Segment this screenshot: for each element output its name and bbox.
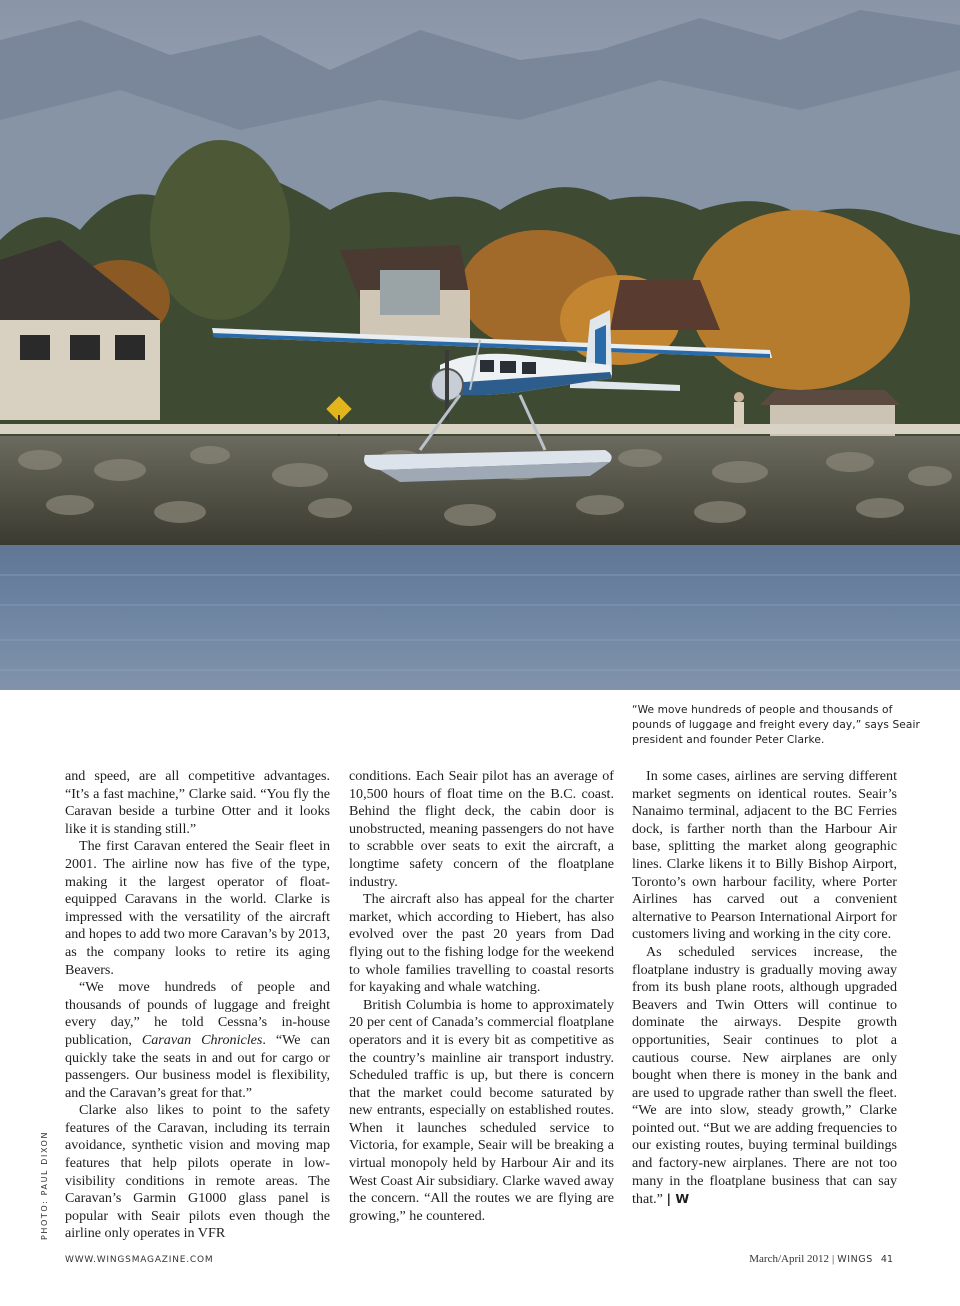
article-column-1 xyxy=(65,768,330,1243)
paragraph: In some cases, airlines are serving different market segments on identical routes. Seair’s Nanaimo terminal, adjacent to the BC Ferries dock, is farther north than the Harbour Air base, splitting the market along geographic lines. Clarke likens it to Billy Bishop Airport, Toronto’s own harbour facility, where Porter Airlines has carved out a convenient alternative to Pearson International Airport for customers living and working in the city core. xyxy=(632,768,897,943)
magazine-name: WINGS xyxy=(837,1254,873,1265)
footer-website: WWW.WINGSMAGAZINE.COM xyxy=(65,1255,214,1265)
end-mark: | W xyxy=(666,1191,690,1207)
paragraph: The aircraft also has appeal for the charter market, which according to Hiebert, has also evolved over the past 20 years from Dad flying out to the fishing lodge for the weekend to whole families travelling to coastal resorts for kayaking and whale watching. xyxy=(349,891,614,996)
page-number: 41 xyxy=(880,1254,893,1265)
issue-date: March/April 2012 xyxy=(749,1253,829,1265)
paragraph: British Columbia is home to approximately 20 per cent of Canada’s commercial floatplane operators and it is every bit as competitive as the country’s mainline air transport industry. Scheduled traffic is up, but there is concern that the market could become saturated by new entrants, especially on established routes. When it launches scheduled service to Victoria, for example, Seair will be breaking a virtual monopoly held by Harbour Air and its West Coast Air subsidiary. Clarke waved away the concern. “All the routes we are flying are growing,” he countered. xyxy=(349,996,614,1224)
publication-title: Caravan Chronicles xyxy=(141,1031,263,1048)
photo-caption: “We move hundreds of people and thousands of pounds of luggage and freight every day,” says Seair president and founder Peter Clarke. xyxy=(632,704,921,746)
article-column-3 xyxy=(632,768,897,1209)
paragraph: Clarke also likes to point to the safety features of the Caravan, including its terrain avoidance, synthetic vision and moving map features that help pilots operate in low-visibility conditions in remote areas. The Caravan’s Garmin G1000 glass panel is popular with Seair pilots even though the airline only operates in VFR xyxy=(65,1102,330,1242)
article-column-2 xyxy=(349,768,614,1225)
footer-issue-info xyxy=(749,1253,893,1265)
footer-separator: | xyxy=(832,1253,835,1265)
paragraph: and speed, are all competitive advantages. “It’s a fast machine,” Clarke said. “You fly the Caravan beside a turbine Otter and it looks like it is standing still.” xyxy=(65,768,330,837)
photo-credit: PHOTO: PAUL DIXON xyxy=(40,1130,49,1240)
paragraph: conditions. Each Seair pilot has an average of 10,500 hours of float time on the B.C. coast. Behind the flight deck, the cabin door is unobstructed, meaning passengers do not have to scrabble over seats to exit the aircraft, a longtime safety concern of the floatplane industry. xyxy=(349,768,614,890)
paragraph: The first Caravan entered the Seair fleet in 2001. The airline now has five of the type, making it the largest operator of float-equipped Caravans in the world. Clarke is impressed with the versatility of the aircraft and hopes to add two more Caravan’s by 2013, as the company looks to retire its aging Beavers. xyxy=(65,838,330,978)
paragraph: “We move hundreds of people and thousands of pounds of luggage and freight every day,” he told Cessna’s in-house publication, Caravan Chronicles. “We can quickly take the seats in and out for cargo or passengers. Our business model is flexibility, and the Caravan’s great for that.” xyxy=(65,979,330,1101)
paragraph: As scheduled services increase, the floatplane industry is gradually moving away from its bush plane roots, although upgraded Beavers and Twin Otters will continue to dominate the airways. Despite growth opportunities, Seair continues to plot a cautious course. New airplanes are only bought when there is money in the bank and are used to upgrade rather than swell the fleet. “We are into slow, steady growth,” Clarke pointed out. “But we are adding frequencies to our existing routes, buying terminal buildings and factory-new airplanes. There are not too many in the floatplane business that can say that.” | W xyxy=(632,943,897,1208)
